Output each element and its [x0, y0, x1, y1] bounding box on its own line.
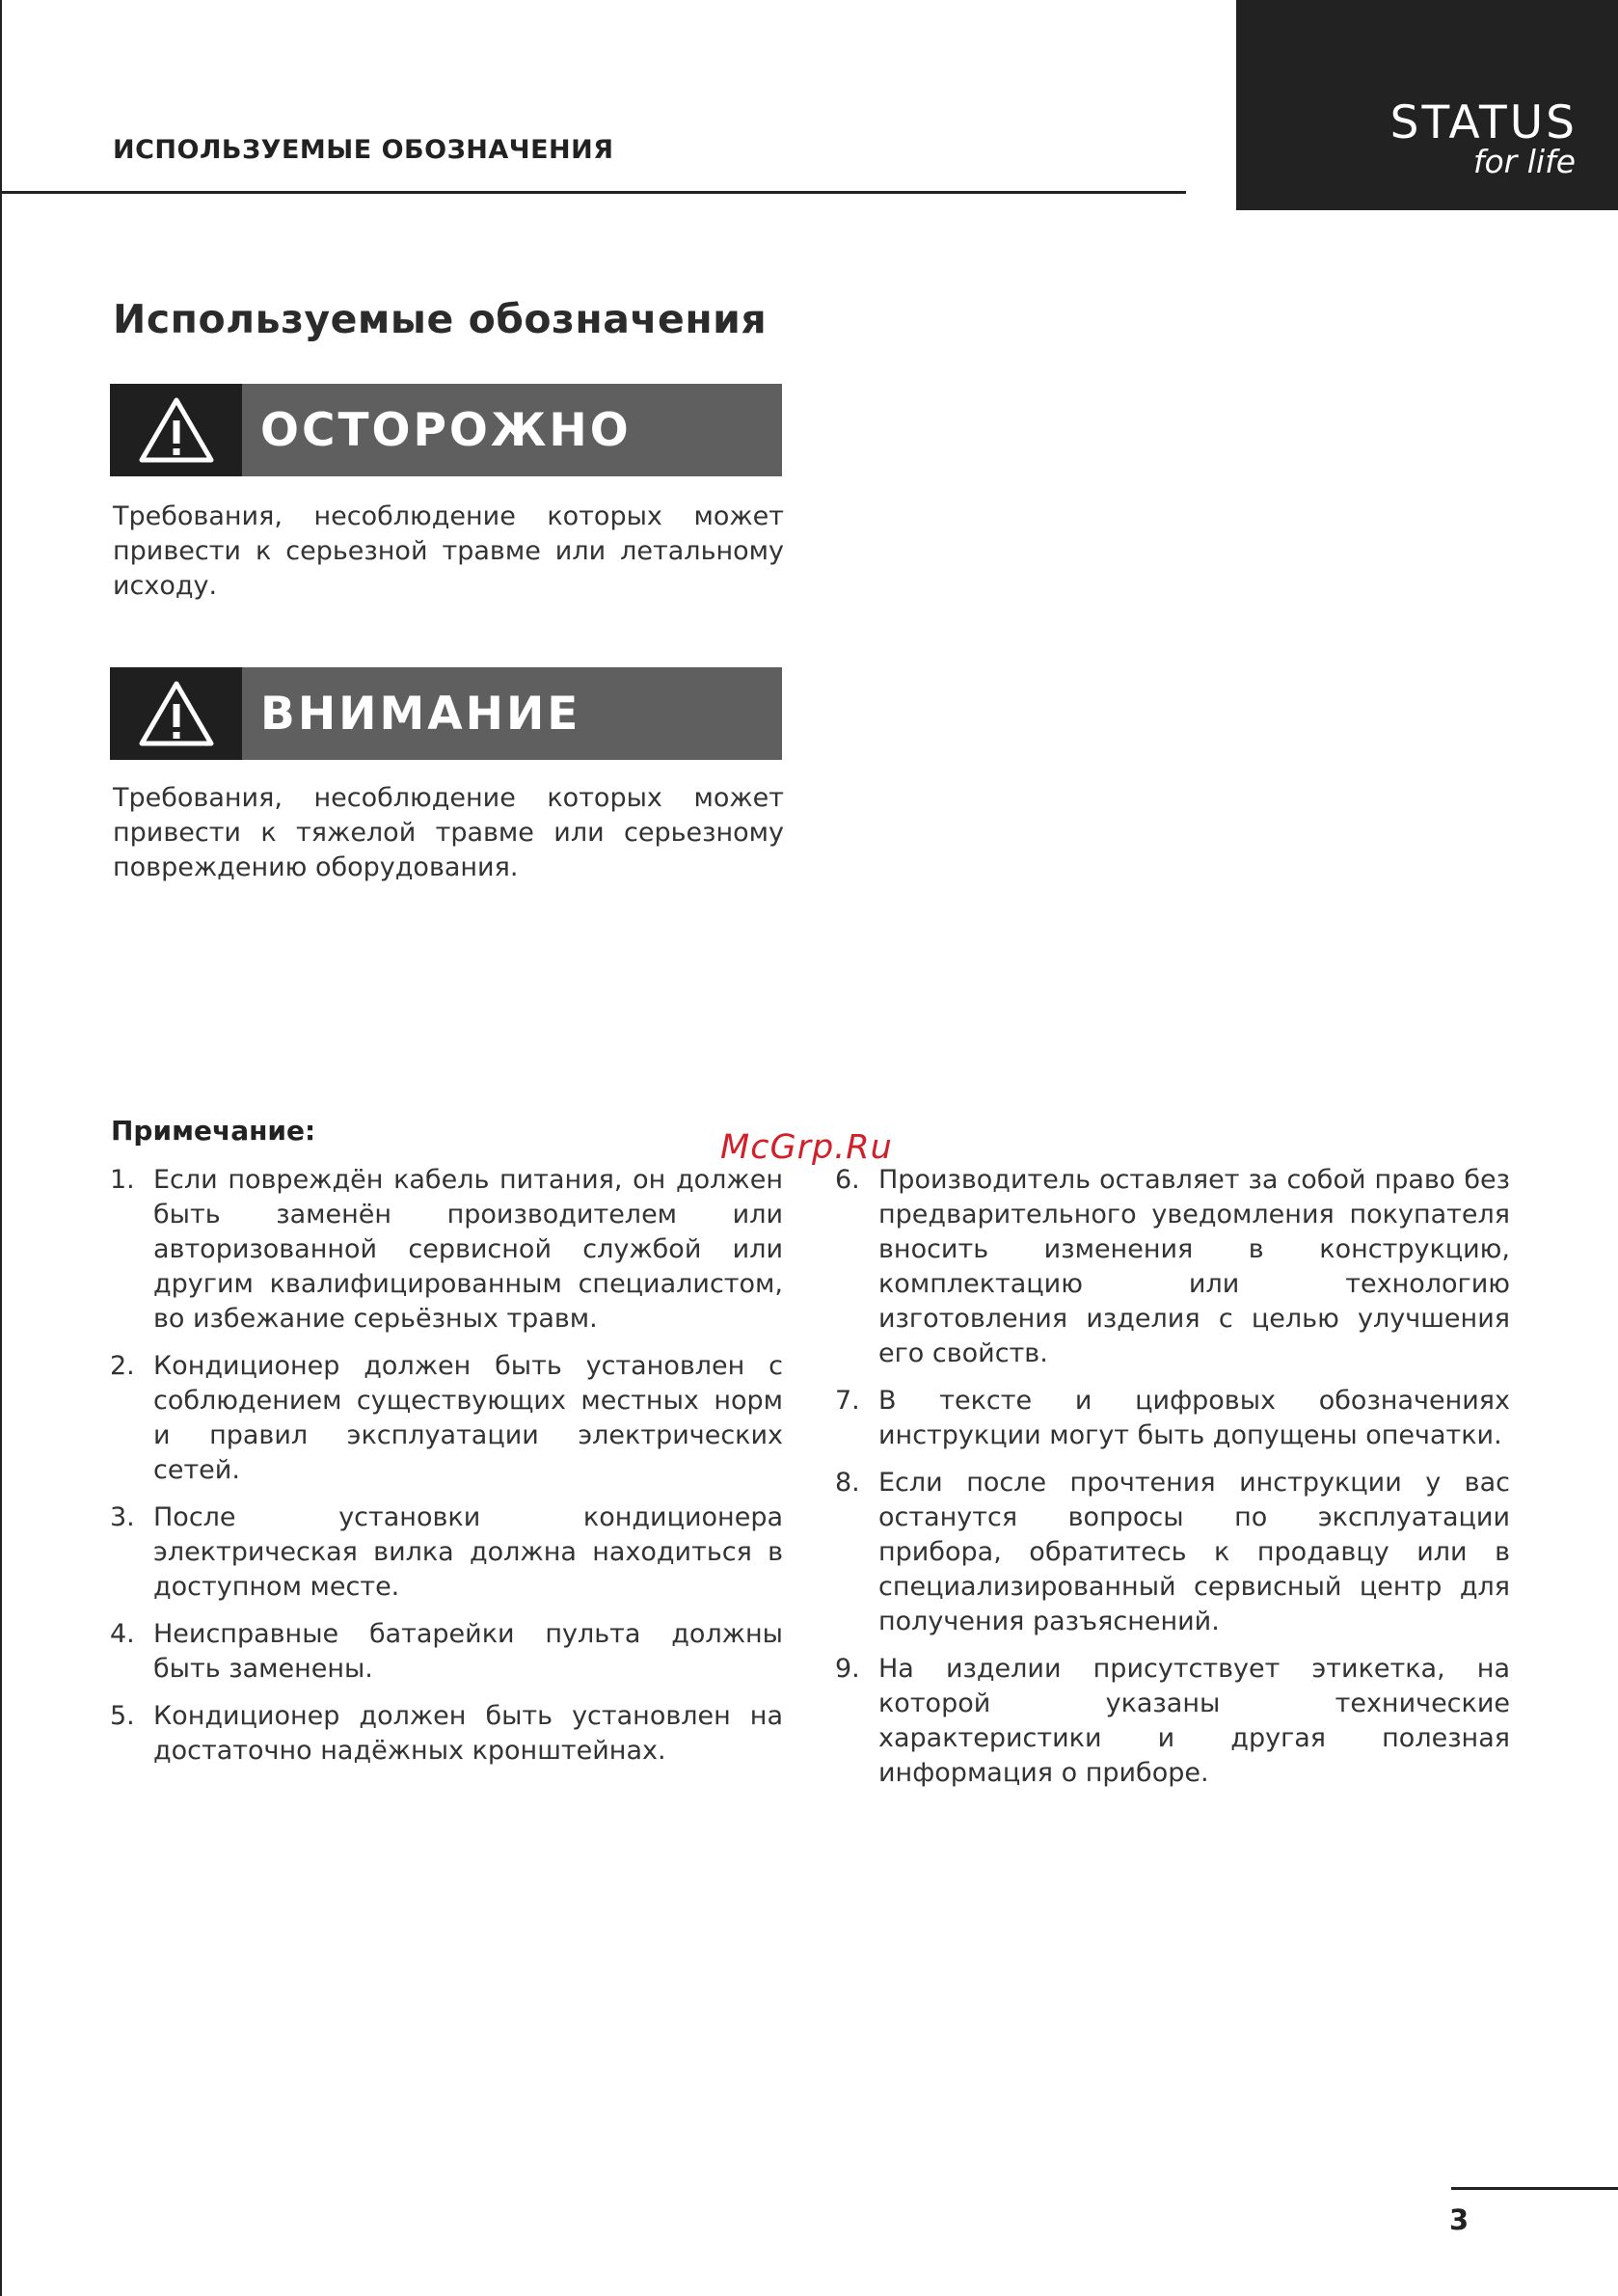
note-number: 8.	[835, 1468, 860, 1498]
notes-title: Примечание:	[111, 1115, 316, 1147]
note-text: Если после прочтения инструкции у вас останутся вопросы по эксплуатации прибора, обратитесь к продавцу или в специализированный сервисный центр для получения разъяснений.	[878, 1468, 1510, 1636]
note-number: 4.	[110, 1619, 135, 1649]
list-item	[835, 1384, 1510, 1453]
list-item	[835, 1652, 1510, 1791]
attention-banner	[110, 667, 782, 760]
header-divider	[0, 191, 1186, 194]
list-item	[835, 1163, 1510, 1371]
notes-left-column	[110, 1163, 783, 1781]
note-number: 1.	[110, 1165, 135, 1195]
brand-tagline: for life	[1472, 143, 1576, 180]
attention-description: Требования, несоблюдение которых может привести к тяжелой травме или серьезному повреждению оборудования.	[113, 783, 784, 882]
note-text: После установки кондиционера электрическая вилка должна находиться в доступном месте.	[153, 1502, 783, 1602]
note-number: 5.	[110, 1701, 135, 1731]
note-text: Кондиционер должен быть установлен на достаточно надёжных кронштейнах.	[153, 1701, 783, 1766]
note-number: 7.	[835, 1386, 860, 1416]
note-text: На изделии присутствует этикетка, на которой указаны технические характеристики и другая полезная информация о приборе.	[878, 1654, 1510, 1788]
brand-name: STATUS	[1389, 96, 1578, 149]
list-item	[835, 1466, 1510, 1639]
note-text: Если повреждён кабель питания, он должен быть заменён производителем или авторизованной сервисной службой или другим квалифицированным специалистом, во избежание серьёзных травм.	[153, 1165, 783, 1334]
notes-right-column	[835, 1163, 1510, 1803]
page-title: Используемые обозначения	[113, 296, 768, 342]
brand-logo-box	[1236, 0, 1618, 210]
warning-triangle-icon	[110, 667, 242, 760]
note-number: 6.	[835, 1165, 860, 1195]
warning-triangle-icon	[110, 384, 242, 476]
caution-label: ОСТОРОЖНО	[260, 403, 632, 457]
note-text: Производитель оставляет за собой право без предварительного уведомления покупателя вносить изменения в конструкцию, комплектацию или технологию изготовления изделия с целью улучшения его свойств.	[878, 1165, 1510, 1368]
note-number: 9.	[835, 1654, 860, 1684]
watermark: McGrp.Ru	[720, 1128, 893, 1167]
note-text: Неисправные батарейки пульта должны быть заменены.	[153, 1619, 783, 1684]
list-item	[110, 1349, 783, 1488]
section-header-title: ИСПОЛЬЗУЕМЫЕ ОБОЗНАЧЕНИЯ	[113, 135, 614, 165]
page-edge-line	[0, 0, 2, 2296]
list-item	[110, 1500, 783, 1605]
list-item	[110, 1699, 783, 1769]
footer-divider	[1451, 2187, 1618, 2190]
attention-label: ВНИМАНИЕ	[260, 687, 581, 741]
list-item	[110, 1163, 783, 1337]
note-text: В тексте и цифровых обозначениях инструкции могут быть допущены опечатки.	[878, 1386, 1510, 1450]
caution-description: Требования, несоблюдение которых может привести к серьезной травме или летальному исходу.	[113, 501, 784, 601]
list-item	[110, 1617, 783, 1687]
note-number: 3.	[110, 1502, 135, 1532]
note-number: 2.	[110, 1351, 135, 1381]
caution-banner	[110, 384, 782, 476]
note-text: Кондиционер должен быть установлен с соблюдением существующих местных норм и правил эксплуатации электрических сетей.	[153, 1351, 783, 1485]
page-number: 3	[1449, 2203, 1470, 2236]
